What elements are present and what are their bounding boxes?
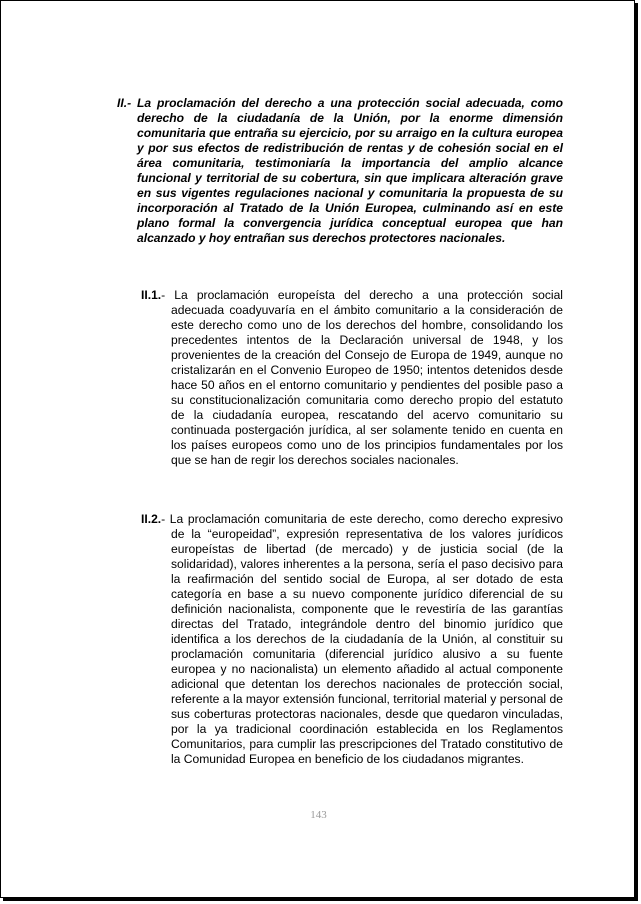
section-heading: [117, 96, 563, 246]
page-number: 143: [310, 809, 327, 821]
paragraph-text: - La proclamación europeísta del derecho a una protección social adecuada coadyuvaría en el ámbito comunitario a la consideración de este derecho como uno de los derechos del hombre, consolidando los precedentes intentos de la Declaración universal de 1948, y los provenientes de la creación del Consejo de Europa de 1949, aunque no cristalizarán en el Convenio Europeo de 1950; intentos detenidos desde hace 50 años en el entorno comunitario y pendientes del posible paso a su constitucionalización comunitaria como derecho propio del estatuto de la ciudadanía europea, rescatando del acervo comunitario su continuada postergación jurídica, al ser solamente tenido en cuenta en los países europeos como uno de los principios fundamentales por los que se han de regir los derechos sociales nacionales.: [161, 288, 563, 467]
paragraph-number: II.1.: [141, 288, 162, 302]
paragraph-number: II.2.: [141, 512, 162, 526]
paragraph-ii-2: [141, 512, 563, 767]
section-heading-text: La proclamación del derecho a una protección social adecuada, como derecho de la ciudadanía de la Unión, por la enorme dimensión comunitaria que entraña su ejercicio, por su arraigo en la cultura europea y por sus efectos de redistribución de rentas y de cohesión social en el área comunitaria, testimoniaría la importancia del amplio alcance funcional y territorial de su cobertura, sin que implicara alteración grave en sus vigentes regulaciones nacional y comunitaria la propuesta de su incorporación al Tratado de la Unión Europea, culminando así en este plano formal la convergencia jurídica conceptual europea que han alcanzado y hoy entrañan sus derechos protectores nacionales.: [137, 96, 563, 245]
paragraph-text: - La proclamación comunitaria de este derecho, como derecho expresivo de la “europeidad”, expresión representativa de los valores jurídicos europeístas de libertad (de mercado) y de justicia social (de la solidaridad), valores inherentes a la persona, sería el paso decisivo para la reafirmación del sentido social de Europa, al ser dotado de esta categoría en base a su nuevo componente jurídico diferencial de su definición nacionalista, componente que le revestiría de las garantías directas del Tratado, integrándole dentro del binomio jurídico que identifica a los derechos de la ciudadanía de la Unión, al constituir su proclamación comunitaria (diferencial jurídico alusivo a su fuente europea y no nacionalista) un elemento añadido al actual componente adicional que detentan los derechos nacionales de protección social, referente a la mayor extensión funcional, territorial material y personal de sus coberturas protectoras nacionales, desde que quedaron vinculadas, por la ya tradicional coordinación establecida en los Reglamentos Comunitarios, para cumplir las prescripciones del Tratado constitutivo de la Comunidad Europea en beneficio de los ciudadanos migrantes.: [161, 512, 563, 766]
section-number: II.-: [117, 96, 132, 110]
paragraph-ii-1: [141, 288, 563, 468]
